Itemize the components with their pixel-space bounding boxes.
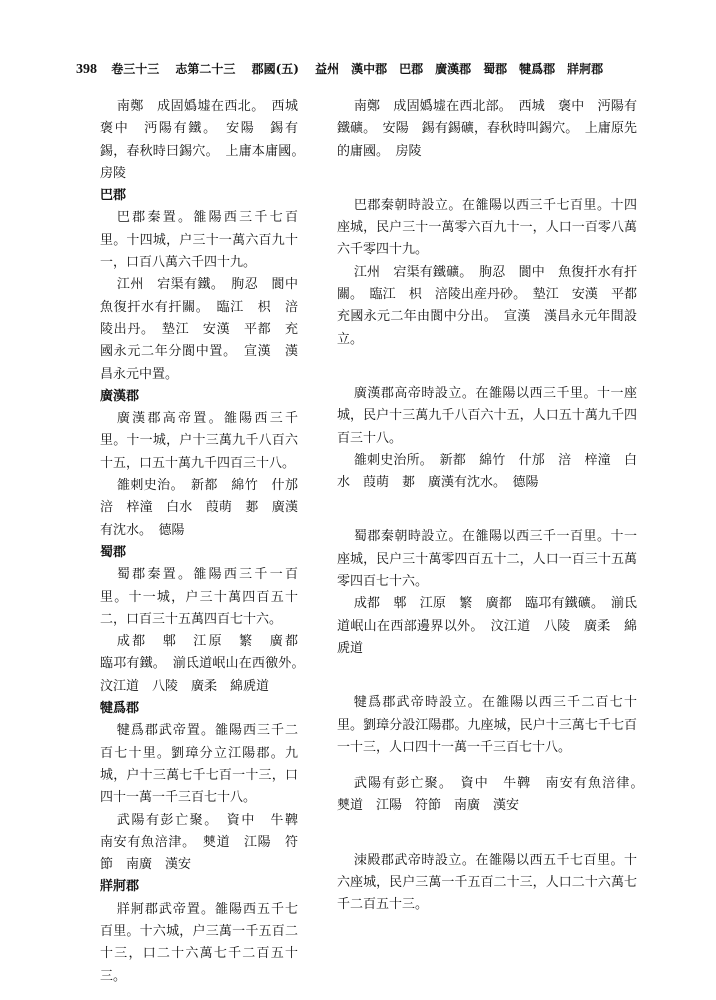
volume-label: 卷三十三 xyxy=(111,62,160,76)
original-paragraph: 成都 郫 江原 繁 廣都 臨邛有鐵。 湔氐道岷山在西徼外。 汶江道 八陵 廣柔 綿虒道 xyxy=(100,634,312,694)
original-paragraph: 蜀郡秦置。雒陽西三千一百里。十一城，户三十萬四百五十二，口百三十五萬四百七十六。 xyxy=(100,567,298,627)
original-paragraph: 廣漢郡高帝置。雒陽西三千里。十一城，户十三萬九千八百六十五，口五十萬九千四百三十八。 xyxy=(100,411,298,471)
translation-paragraph: 廣漢郡高帝時設立。在雒陽以西三千里。十一座城，民户十三萬九千八百六十五，人口五十萬九千四百三十八。 xyxy=(337,385,637,446)
chapter-label: 志第二十三 xyxy=(175,62,236,76)
translation-paragraph: 江州 宕渠有鐵礦。 朐忍 閬中 魚復扞水有扞關。 臨江 枳 涪陵出産丹砂。 墊江 安漢 平都 充國永元二年由閬中分出。 宣漢 漢昌永元年間設立。 xyxy=(337,264,651,347)
translation-paragraph: 南鄭 成固嬀墟在西北部。 西城 褒中 沔陽有鐵礦。 安陽 錫有錫礦，春秋時叫錫穴。 上庸原先的庸國。 房陵 xyxy=(337,99,637,159)
translation-paragraph: 成都 郫 江原 繁 廣都 臨邛有鐵礦。 湔氐道岷山在西部邊界以外。 汶江道 八陵 廣柔 綿虒道 xyxy=(337,596,637,656)
commandery-heading: 牂牁郡 xyxy=(100,879,140,895)
original-paragraph: 武陽有彭亡聚。 資中 牛鞞 南安有魚涪津。 僰道 江陽 符節 南廣 漢安 xyxy=(100,812,312,873)
original-paragraph: 南鄭 成固嬀墟在西北。 西城 褒中 沔陽有鐵。 安陽 錫有錫，春秋時曰錫穴。 上庸本庸國。 房陵 xyxy=(100,99,312,181)
translation-paragraph: 犍爲郡武帝時設立。在雒陽以西三千二百七十里。劉璋分設江陽郡。九座城，民户十三萬七千七百一十三，人口四十一萬一千三百七十八。 xyxy=(337,695,637,755)
commandery-heading: 犍爲郡 xyxy=(100,701,140,717)
original-paragraph: 牂牁郡武帝置。雒陽西五千七百里。十六城，户三萬一千五百二十三，口二十六萬七千二百五十三。 xyxy=(100,901,298,984)
translation-paragraph: 巴郡秦朝時設立。在雒陽以西三千七百里。十四座城，民户三十一萬零六百九十一，人口一百零八萬六千零四十九。 xyxy=(337,197,637,258)
original-paragraph: 犍爲郡武帝置。雒陽西三千二百七十里。劉璋分立江陽郡。九城，户十三萬七千七百一十三，口四十一萬一千三百七十八。 xyxy=(100,723,298,806)
commandery-heading: 巴郡 xyxy=(100,188,127,204)
original-paragraph: 雒刺史治。 新都 綿竹 什邡 涪 梓潼 白水 葭萌 郪 廣漢有沈水。 德陽 xyxy=(100,478,312,538)
section-label: 郡國(五) xyxy=(251,62,299,76)
translation-column xyxy=(337,96,651,917)
region-list: 益州 漢中郡 巴郡 廣漢郡 蜀郡 犍爲郡 牂牁郡 xyxy=(315,62,604,76)
commandery-heading: 蜀郡 xyxy=(100,544,127,560)
translation-paragraph: 洓殿郡武帝時設立。在雒陽以西五千七百里。十六座城，民户三萬一千五百二十三，人口二十六萬七千二百五十三。 xyxy=(337,852,637,913)
page-number: 398 xyxy=(76,62,97,77)
running-header xyxy=(76,60,636,78)
original-paragraph: 巴郡秦置。雒陽西三千七百里。十四城，户三十一萬六百九十一，口百八萬六千四十九。 xyxy=(100,210,298,271)
translation-paragraph: 蜀郡秦朝時設立。在雒陽以西三千一百里。十一座城，民户三十萬零四百五十二，人口一百三十五萬零四百七十六。 xyxy=(337,529,637,590)
commandery-heading: 廣漢郡 xyxy=(100,388,140,404)
original-paragraph: 江州 宕渠有鐵。 朐忍 閬中 魚復扞水有扞關。 臨江 枳 涪陵出丹。 墊江 安漢 平都 充國永元二年分閬中置。 宣漢 漢昌永元中置。 xyxy=(100,277,312,382)
translation-paragraph: 武陽有彭亡聚。 資中 牛鞞 南安有魚涪律。 僰道 江陽 符節 南廣 漢安 xyxy=(337,776,651,814)
translation-paragraph: 雒刺史治所。 新都 綿竹 什邡 涪 梓潼 白水 葭萌 郪 廣漢有沈水。 德陽 xyxy=(337,452,637,491)
original-text-column xyxy=(100,96,312,988)
